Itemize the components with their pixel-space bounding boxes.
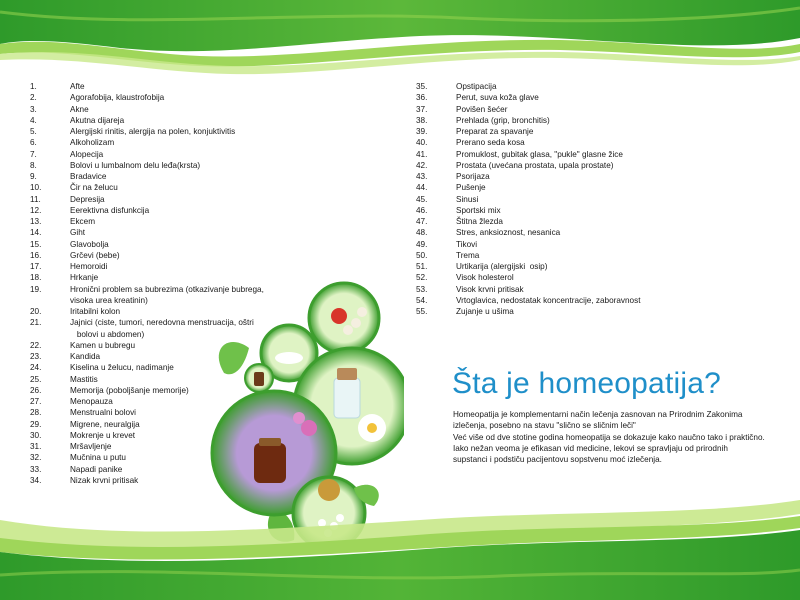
item-number: 51.	[416, 262, 428, 271]
item-number: 42.	[416, 160, 428, 170]
item-text: Menstrualni bolovi	[70, 408, 136, 418]
list-item	[416, 272, 716, 283]
item-number: 15.	[30, 239, 42, 249]
item-text: Kamen u bubregu	[70, 340, 136, 350]
item-text: Zujanje u ušima	[456, 307, 514, 316]
item-text: Eerektivna disfunkcija	[70, 205, 150, 215]
item-text: Štitna žlezda	[456, 217, 503, 226]
item-number: 30.	[30, 430, 42, 440]
item-text: Sportski mix	[456, 205, 501, 215]
item-number: 37.	[416, 104, 428, 114]
item-number: 12.	[30, 205, 42, 215]
list-item	[30, 160, 300, 171]
section-description: Homeopatija je komplementarni način lečenja zasnovan na Prirodnim Zakonima izlečenja, posebno na stavu "slično se sličnim leči" Već više od dve stotine godina homeopatija se dokazuje kako naučno tako i praktično. Iako nežan veoma je efikasan vid medicine, lekovi se spravljaju od prirodnih supstanci i podstiču pacijentovu sopstvenu moć izlečenja.	[453, 410, 765, 465]
item-number: 29.	[30, 419, 42, 429]
item-text: Mastitis	[70, 374, 98, 384]
item-text: Giht	[70, 228, 86, 238]
item-number: 17.	[30, 262, 42, 271]
item-number: 27.	[30, 397, 42, 406]
item-number: 54.	[416, 295, 428, 305]
item-number: 33.	[30, 464, 42, 474]
item-text: Trema	[456, 250, 480, 260]
item-number: 55.	[416, 307, 428, 316]
list-item	[30, 182, 300, 193]
list-item	[30, 81, 300, 92]
item-text: Hemoroidi	[70, 262, 108, 271]
item-text: Akutna dijareja	[70, 115, 125, 125]
item-number: 19.	[30, 284, 42, 294]
item-number: 48.	[416, 228, 428, 238]
list-item	[30, 126, 300, 137]
item-text: Opstipacija	[456, 82, 497, 91]
item-text: Prerano seda kosa	[456, 138, 525, 148]
list-item	[416, 126, 716, 137]
item-text: Hrkanje	[70, 273, 99, 283]
item-text: Iritabilni kolon	[70, 307, 121, 316]
item-number: 31.	[30, 442, 42, 451]
item-text: Psorijaza	[456, 172, 490, 181]
list-item	[30, 137, 300, 148]
item-text: Mučnina u putu	[70, 453, 126, 463]
item-number: 36.	[416, 93, 428, 103]
list-item	[416, 104, 716, 115]
item-number: 21.	[30, 318, 42, 328]
item-text: Napadi panike	[70, 464, 123, 474]
item-text: Alopecija	[70, 149, 104, 159]
item-number: 25.	[30, 374, 42, 384]
item-number: 1.	[30, 82, 37, 91]
item-text: Kiselina u želucu, nadimanje	[70, 363, 174, 373]
item-number: 24.	[30, 363, 42, 373]
item-text: Memorija (poboljšanje memorije)	[70, 385, 189, 395]
item-number: 11.	[30, 194, 41, 204]
item-text: Tikovi	[456, 239, 478, 249]
item-number: 22.	[30, 340, 42, 350]
item-text: Bolovi u lumbalnom delu leđa(krsta)	[70, 160, 201, 170]
bottom-wave-decoration	[0, 480, 800, 600]
list-item	[30, 216, 300, 227]
list-item	[416, 92, 716, 103]
item-number: 16.	[30, 250, 42, 260]
item-text: Sinusi	[456, 194, 479, 204]
list-item	[416, 81, 716, 92]
item-text: Pušenje	[456, 183, 486, 193]
list-item	[416, 115, 716, 126]
item-text: Urtikarija (alergijski osip)	[456, 262, 548, 271]
list-item	[30, 149, 300, 160]
item-text: Povišen šećer	[456, 104, 508, 114]
item-number: 45.	[416, 194, 428, 204]
list-item	[416, 227, 716, 238]
item-number: 46.	[416, 205, 428, 215]
item-text: Kandida	[70, 352, 101, 361]
list-item	[416, 216, 716, 227]
item-number: 38.	[416, 115, 428, 125]
item-number: 28.	[30, 408, 42, 418]
item-text: Prehlada (grip, bronchitis)	[456, 115, 550, 125]
list-item	[416, 239, 716, 250]
list-item	[416, 137, 716, 148]
item-text: Preparat za spavanje	[456, 127, 534, 136]
item-number: 47.	[416, 217, 428, 226]
item-number: 39.	[416, 127, 428, 136]
item-number: 8.	[30, 160, 37, 170]
item-number: 52.	[416, 273, 428, 283]
item-number: 41.	[416, 149, 428, 159]
item-number: 35.	[416, 82, 428, 91]
list-item	[30, 194, 300, 205]
item-number: 6.	[30, 138, 37, 148]
item-number: 20.	[30, 307, 42, 316]
item-number: 4.	[30, 115, 37, 125]
item-number: 3.	[30, 104, 37, 114]
item-text: Glavobolja	[70, 239, 109, 249]
list-item	[416, 194, 716, 205]
list-item	[30, 250, 300, 261]
item-text: Afte	[70, 82, 85, 91]
item-number: 13.	[30, 217, 42, 226]
item-text: Vrtoglavica, nedostatak koncentracije, zaboravnost	[456, 295, 641, 305]
item-number: 53.	[416, 284, 428, 294]
list-item	[30, 227, 300, 238]
item-number: 7.	[30, 149, 37, 159]
item-text: Prostata (uvećana prostata, upala prostate)	[456, 160, 614, 170]
item-number: 10.	[30, 183, 42, 193]
list-item	[30, 115, 300, 126]
item-number: 34.	[30, 475, 42, 485]
list-item	[30, 205, 300, 216]
item-number: 43.	[416, 172, 428, 181]
item-number: 23.	[30, 352, 42, 361]
item-text: Nizak krvni pritisak	[70, 475, 139, 485]
item-text: Agorafobija, klaustrofobija	[70, 93, 165, 103]
item-text: Mršavljenje	[70, 442, 112, 451]
list-item	[416, 295, 716, 306]
item-number: 5.	[30, 127, 37, 136]
list-item	[30, 171, 300, 182]
item-number: 49.	[416, 239, 428, 249]
item-text: Stres, anksioznost, nesanica	[456, 228, 561, 238]
item-text: Jajnici (ciste, tumori, neredovna menstruacija, oštri bolovi u abdomen)	[70, 318, 254, 339]
item-number: 14.	[30, 228, 42, 238]
item-text: Grčevi (bebe)	[70, 250, 120, 260]
item-text: Promuklost, gubitak glasa, "pukle" glasne žice	[456, 149, 623, 159]
item-text: Migrene, neuralgija	[70, 419, 140, 429]
item-text: Menopauza	[70, 397, 113, 406]
item-number: 40.	[416, 138, 428, 148]
item-number: 26.	[30, 385, 42, 395]
item-text: Alkoholizam	[70, 138, 115, 148]
item-text: Depresija	[70, 194, 105, 204]
list-item	[30, 104, 300, 115]
item-text: Ekcem	[70, 217, 96, 226]
item-number: 9.	[30, 172, 37, 181]
section-title: Šta je homeopatija?	[452, 367, 721, 400]
list-item	[416, 149, 716, 160]
condition-list-right	[416, 81, 716, 317]
list-item	[416, 250, 716, 261]
item-number: 18.	[30, 273, 42, 283]
item-number: 2.	[30, 93, 37, 103]
item-text: Perut, suva koža glave	[456, 93, 539, 103]
item-text: Mokrenje u krevet	[70, 430, 136, 440]
list-item	[30, 239, 300, 250]
item-text: Visok holesterol	[456, 273, 514, 283]
item-text: Čir na želucu	[70, 183, 118, 193]
item-text: Hronični problem sa bubrezima (otkazivanje bubrega, visoka urea kreatinin)	[70, 284, 264, 305]
top-wave-decoration	[0, 0, 800, 90]
list-item	[30, 261, 300, 272]
list-item	[416, 160, 716, 171]
item-text: Akne	[70, 104, 89, 114]
item-number: 50.	[416, 250, 428, 260]
list-item	[416, 205, 716, 216]
list-item	[30, 92, 300, 103]
item-text: Alergijski rinitis, alergija na polen, konjuktivitis	[70, 127, 236, 136]
list-item	[416, 182, 716, 193]
list-item	[416, 171, 716, 182]
item-number: 32.	[30, 453, 42, 463]
item-text: Visok krvni pritisak	[456, 284, 524, 294]
list-item	[416, 284, 716, 295]
list-item	[416, 261, 716, 272]
item-number: 44.	[416, 183, 428, 193]
list-item	[416, 306, 716, 317]
item-text: Bradavice	[70, 172, 107, 181]
